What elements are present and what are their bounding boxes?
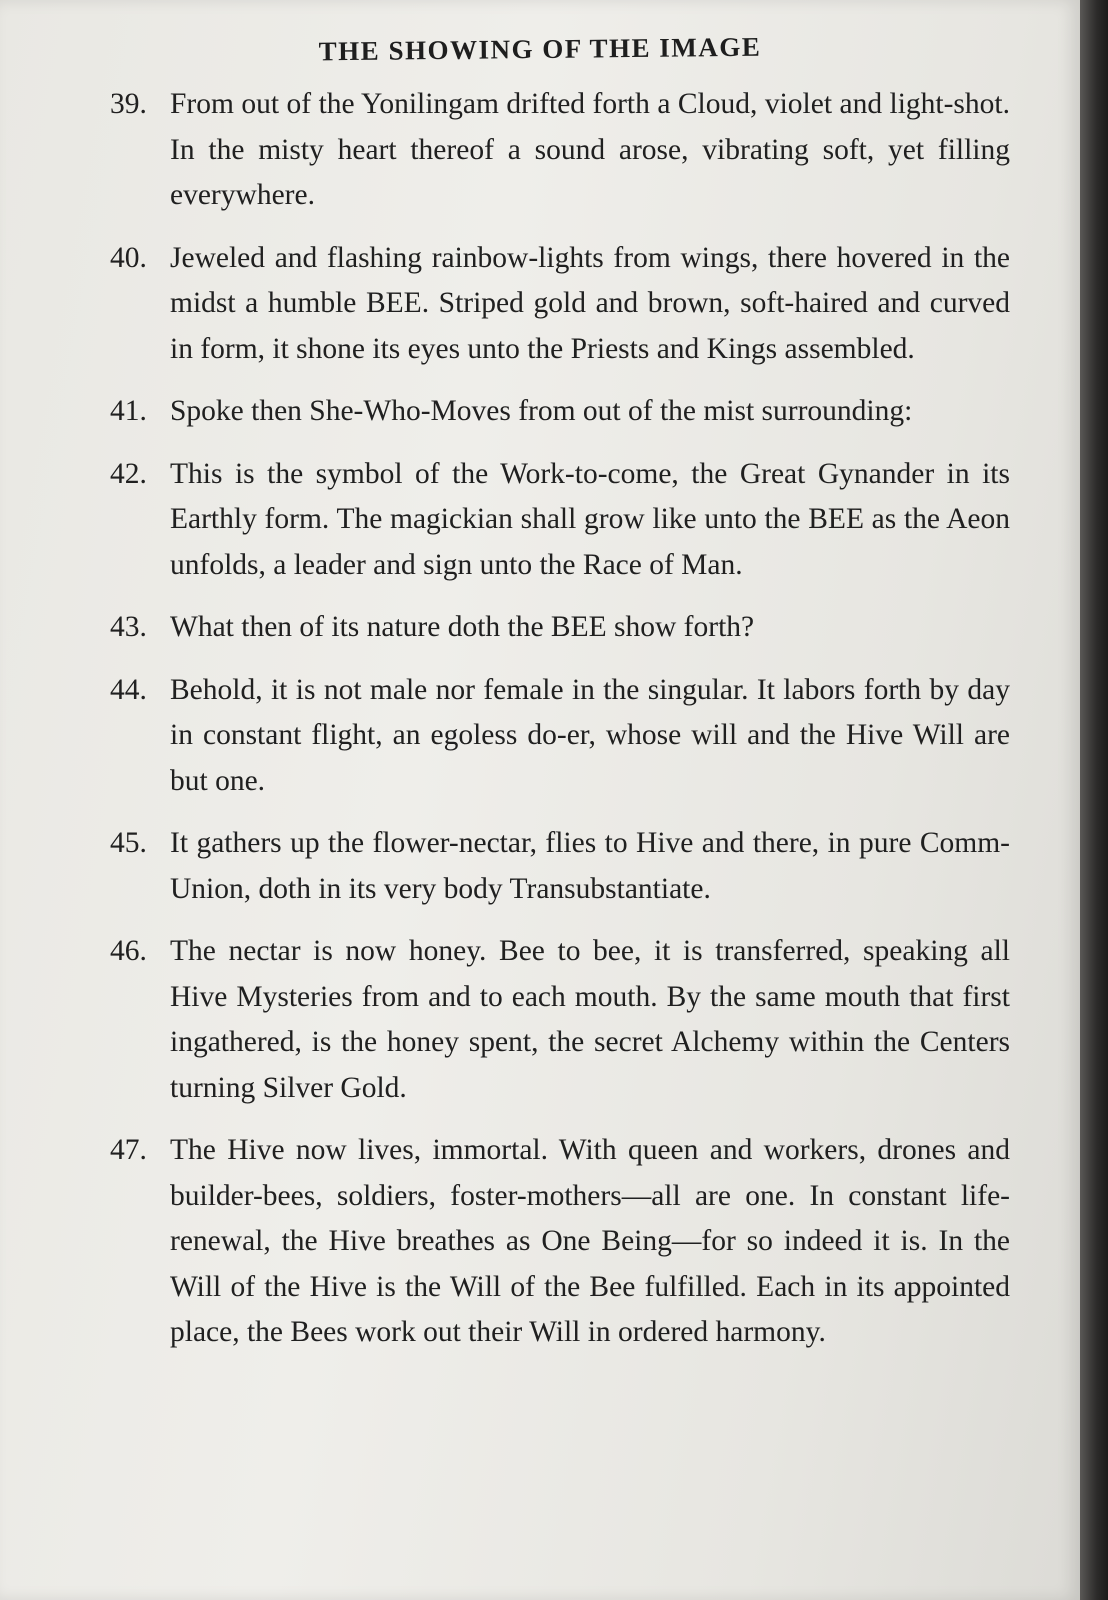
verse-number: 41. [110,395,147,427]
verse-text: It gathers up the flower-nectar, flies to Hive and there, in pure Comm-Union, doth in its very body Transubstantiate. [170,827,1010,905]
page-title: THE SHOWING OF THE IMAGE [318,31,762,67]
verse-number: 42. [110,457,147,490]
verse-number: 46. [110,935,147,967]
verse-number: 40. [110,241,147,274]
verse-number: 45. [110,827,147,859]
verse-text: The Hive now lives, immortal. With queen and workers, drones and builder-bees, soldiers, foster-mothers—all are one. In constant life-renewal, the Hive breathes as One Being—for so indeed it is. In the Will of the Hive is the Will of the Bee fulfilled. Each in its appointed place, the Bees work out their Will in ordered harmony. [170,1134,1010,1348]
verse-47 [110,1128,1010,1356]
verse-text: This is the symbol of the Work-to-come, the Great Gynander in its Earthly form. The magickian shall grow like unto the BEE as the Aeon unfolds, a leader and sign unto the Race of Man. [170,457,1010,581]
verse-text: Jeweled and flashing rainbow-lights from wings, there hovered in the midst a humble BEE. Striped gold and brown, soft-haired and curved in form, it shone its eyes unto the Priests and Kings assembled. [170,241,1010,365]
verse-text: What then of its nature doth the BEE show forth? [170,611,755,643]
verse-number: 39. [110,88,147,120]
verse-text: Behold, it is not male nor female in the singular. It labors forth by day in constant flight, an egoless do-er, whose will and the Hive Will are but one. [170,673,1010,797]
verse-number: 44. [110,673,147,706]
verse-43 [110,605,1010,651]
verse-40 [110,236,1010,373]
verse-text: The nectar is now honey. Bee to bee, it is transferred, speaking all Hive Mysteries from and to each mouth. By the same mouth that first ingathered, is the honey spent, the secret Alchemy within the Centers turning Silver Gold. [170,935,1010,1104]
page-edge-shadow [1080,0,1108,1600]
verse-41 [110,389,1010,435]
verse-text: From out of the Yonilingam drifted forth a Cloud, violet and light-shot. In the misty heart thereof a sound arose, vibrating soft, yet filling everywhere. [170,88,1010,211]
verse-44 [110,668,1010,805]
verse-46 [110,929,1010,1111]
verse-45 [110,821,1010,912]
verse-list [110,82,1010,1373]
verse-text: Spoke then She-Who-Moves from out of the mist surrounding: [170,395,913,427]
verse-number: 43. [110,611,147,643]
verse-39 [110,82,1010,219]
verse-42 [110,452,1010,589]
verse-number: 47. [110,1134,147,1166]
